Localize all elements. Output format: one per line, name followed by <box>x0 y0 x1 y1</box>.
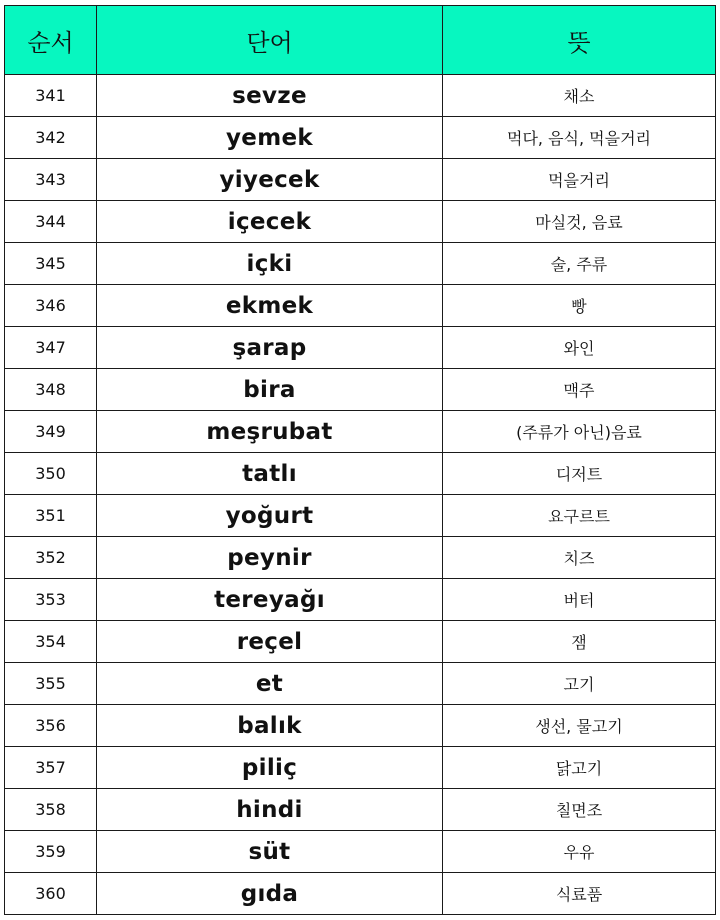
row-number: 352 <box>5 537 97 579</box>
row-word: yemek <box>97 117 443 159</box>
row-meaning: (주류가 아닌)음료 <box>443 411 716 453</box>
row-word: et <box>97 663 443 705</box>
row-word: yiyecek <box>97 159 443 201</box>
row-number: 359 <box>5 831 97 873</box>
row-word: sevze <box>97 75 443 117</box>
table-row <box>5 663 716 705</box>
row-meaning: 와인 <box>443 327 716 369</box>
row-number: 346 <box>5 285 97 327</box>
table-row <box>5 369 716 411</box>
row-meaning: 술, 주류 <box>443 243 716 285</box>
row-meaning: 식료품 <box>443 873 716 915</box>
row-number: 353 <box>5 579 97 621</box>
row-meaning: 채소 <box>443 75 716 117</box>
table-row <box>5 705 716 747</box>
row-number: 348 <box>5 369 97 411</box>
table-body <box>5 75 716 915</box>
table-row <box>5 495 716 537</box>
table-row <box>5 747 716 789</box>
row-number: 344 <box>5 201 97 243</box>
table-row <box>5 285 716 327</box>
row-word: tatlı <box>97 453 443 495</box>
table-row <box>5 75 716 117</box>
row-meaning: 먹을거리 <box>443 159 716 201</box>
row-word: yoğurt <box>97 495 443 537</box>
table-row <box>5 873 716 915</box>
header-row <box>5 6 716 75</box>
row-meaning: 생선, 물고기 <box>443 705 716 747</box>
row-meaning: 잼 <box>443 621 716 663</box>
row-word: süt <box>97 831 443 873</box>
table-row <box>5 537 716 579</box>
row-meaning: 디저트 <box>443 453 716 495</box>
header-meaning: 뜻 <box>443 6 716 75</box>
row-number: 356 <box>5 705 97 747</box>
row-word: ekmek <box>97 285 443 327</box>
row-word: reçel <box>97 621 443 663</box>
table-header <box>5 6 716 75</box>
header-order: 순서 <box>5 6 97 75</box>
row-number: 350 <box>5 453 97 495</box>
row-meaning: 고기 <box>443 663 716 705</box>
row-number: 343 <box>5 159 97 201</box>
row-number: 341 <box>5 75 97 117</box>
row-word: balık <box>97 705 443 747</box>
row-meaning: 버터 <box>443 579 716 621</box>
row-word: hindi <box>97 789 443 831</box>
row-word: şarap <box>97 327 443 369</box>
row-number: 357 <box>5 747 97 789</box>
row-number: 360 <box>5 873 97 915</box>
row-word: içki <box>97 243 443 285</box>
table-row <box>5 831 716 873</box>
table-row <box>5 243 716 285</box>
row-meaning: 요구르트 <box>443 495 716 537</box>
row-meaning: 마실것, 음료 <box>443 201 716 243</box>
row-meaning: 우유 <box>443 831 716 873</box>
row-meaning: 빵 <box>443 285 716 327</box>
row-word: bira <box>97 369 443 411</box>
table-row <box>5 789 716 831</box>
row-word: peynir <box>97 537 443 579</box>
vocabulary-table <box>4 5 716 915</box>
row-meaning: 먹다, 음식, 먹을거리 <box>443 117 716 159</box>
row-word: piliç <box>97 747 443 789</box>
row-meaning: 맥주 <box>443 369 716 411</box>
row-meaning: 치즈 <box>443 537 716 579</box>
row-number: 347 <box>5 327 97 369</box>
row-meaning: 닭고기 <box>443 747 716 789</box>
table-row <box>5 117 716 159</box>
header-word: 단어 <box>97 6 443 75</box>
table-row <box>5 327 716 369</box>
table-row <box>5 201 716 243</box>
table-row <box>5 411 716 453</box>
row-number: 354 <box>5 621 97 663</box>
row-number: 355 <box>5 663 97 705</box>
row-number: 342 <box>5 117 97 159</box>
table-row <box>5 453 716 495</box>
row-word: içecek <box>97 201 443 243</box>
row-word: gıda <box>97 873 443 915</box>
table-row <box>5 159 716 201</box>
row-meaning: 칠면조 <box>443 789 716 831</box>
row-number: 349 <box>5 411 97 453</box>
row-number: 358 <box>5 789 97 831</box>
table-row <box>5 579 716 621</box>
row-word: meşrubat <box>97 411 443 453</box>
table-row <box>5 621 716 663</box>
row-number: 345 <box>5 243 97 285</box>
row-number: 351 <box>5 495 97 537</box>
row-word: tereyağı <box>97 579 443 621</box>
